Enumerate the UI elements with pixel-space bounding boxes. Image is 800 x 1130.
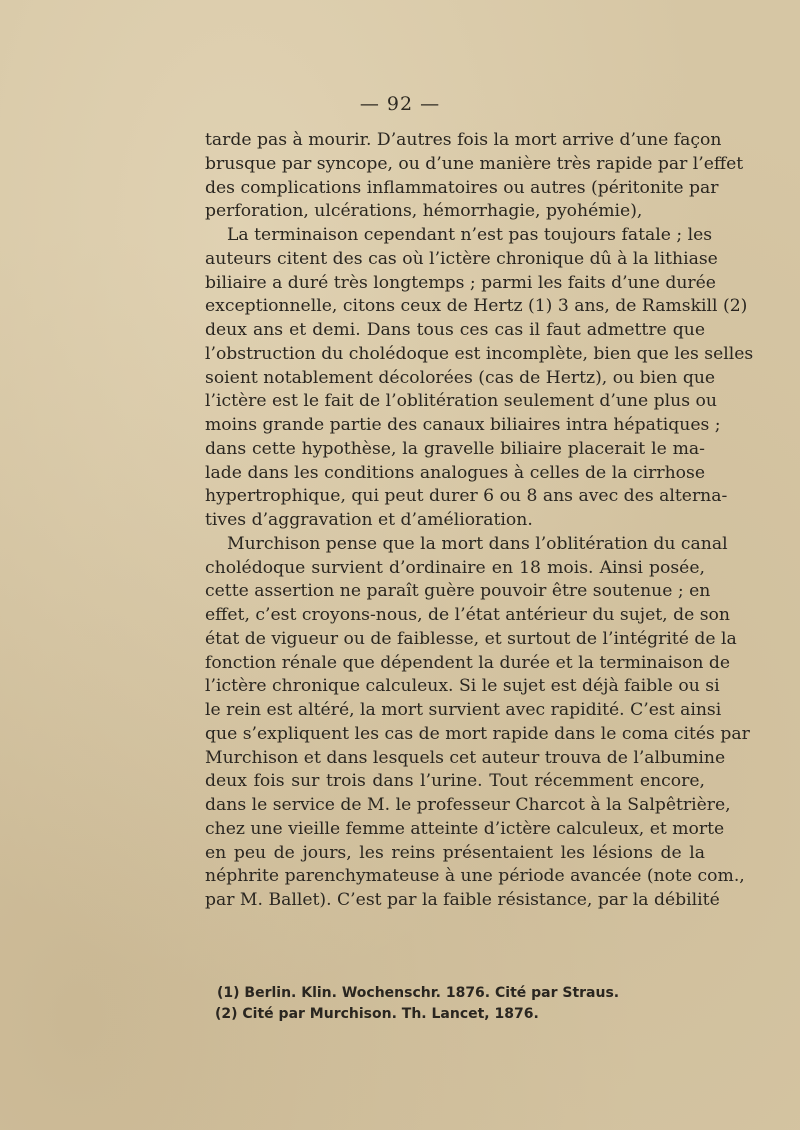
text-line: l’obstruction du cholédoque est incomplète, bien que les selles [205, 343, 754, 364]
text-line: cette assertion ne paraît guère pouvoir être soutenue ; en [205, 581, 711, 602]
text-line: perforation, ulcérations, hémorrhagie, pyohémie), [205, 201, 643, 222]
text-line: tarde pas à mourir. D’autres fois la mort arrive d’une façon [205, 130, 722, 150]
text-line: Murchison pense que la mort dans l’oblitération du canal [227, 533, 728, 554]
text-line: soient notablement décolorées (cas de Hertz), ou bien que [205, 367, 716, 388]
text-line: état de vigueur ou de faiblesse, et surtout de l’intégrité de la [205, 628, 737, 649]
text-line: deux ans et demi. Dans tous ces cas il faut admettre que [205, 320, 705, 340]
page-number: — 92 — [359, 93, 441, 115]
footnote: (2) Cité par Murchison. Th. Lancet, 1876. [215, 1006, 539, 1022]
text-line: lade dans les conditions analogues à celles de la cirrhose [205, 462, 705, 483]
text-line: auteurs citent des cas où l’ictère chronique dû à la lithiase [205, 248, 718, 269]
text-line: cholédoque survient d’ordinaire en 18 mois. Ainsi posée, [205, 557, 705, 578]
text-line: tives d’aggravation et d’amélioration. [205, 510, 533, 530]
text-line: en peu de jours, les reins présentaient les lésions de la [205, 842, 705, 863]
footnote: (1) Berlin. Klin. Wochenschr. 1876. Cité par Straus. [217, 985, 620, 1001]
text-line: dans le service de M. le professeur Charcot à la Salpêtrière, [205, 795, 731, 815]
text-line: le rein est altéré, la mort survient avec rapidité. C’est ainsi [205, 700, 722, 720]
text-line: brusque par syncope, ou d’une manière très rapide par l’effet [205, 153, 744, 174]
text-line: Murchison et dans lesquels cet auteur trouva de l’albumine [205, 747, 726, 768]
text-line: La terminaison cependant n’est pas toujours fatale ; les [227, 225, 713, 245]
text-line: chez une vieille femme atteinte d’ictère calculeux, et morte [205, 818, 725, 839]
text-line: deux fois sur trois dans l’urine. Tout récemment encore, [205, 771, 705, 792]
text-line: effet, c’est croyons-nous, de l’état antérieur du sujet, de son [205, 605, 730, 625]
text-line: des complications inflammatoires ou autres (péritonite par [205, 177, 719, 198]
text-line: dans cette hypothèse, la gravelle biliaire placerait le ma- [205, 438, 705, 459]
text-line: néphrite parenchymateuse à une période avancée (note com., [205, 866, 745, 887]
body-text [205, 129, 754, 913]
text-line: fonction rénale que dépendent la durée et la terminaison de [205, 652, 731, 673]
text-line: exceptionnelle, citons ceux de Hertz (1) 3 ans, de Ramskill (2) [205, 296, 748, 317]
text-line: moins grande partie des canaux biliaires intra hépatiques ; [205, 415, 721, 435]
text-line: que s’expliquent les cas de mort rapide dans le coma cités par [205, 723, 750, 744]
footnotes [205, 983, 705, 1025]
text-line: par M. Ballet). C’est par la faible résistance, par la débilité [205, 890, 720, 910]
text-line: hypertrophique, qui peut durer 6 ou 8 ans avec des alterna- [205, 486, 728, 507]
text-line: l’ictère chronique calculeux. Si le sujet est déjà faible ou si [205, 676, 720, 697]
text-line: l’ictère est le fait de l’oblitération seulement d’une plus ou [205, 391, 717, 412]
text-line: biliaire a duré très longtemps ; parmi les faits d’une durée [205, 272, 716, 293]
